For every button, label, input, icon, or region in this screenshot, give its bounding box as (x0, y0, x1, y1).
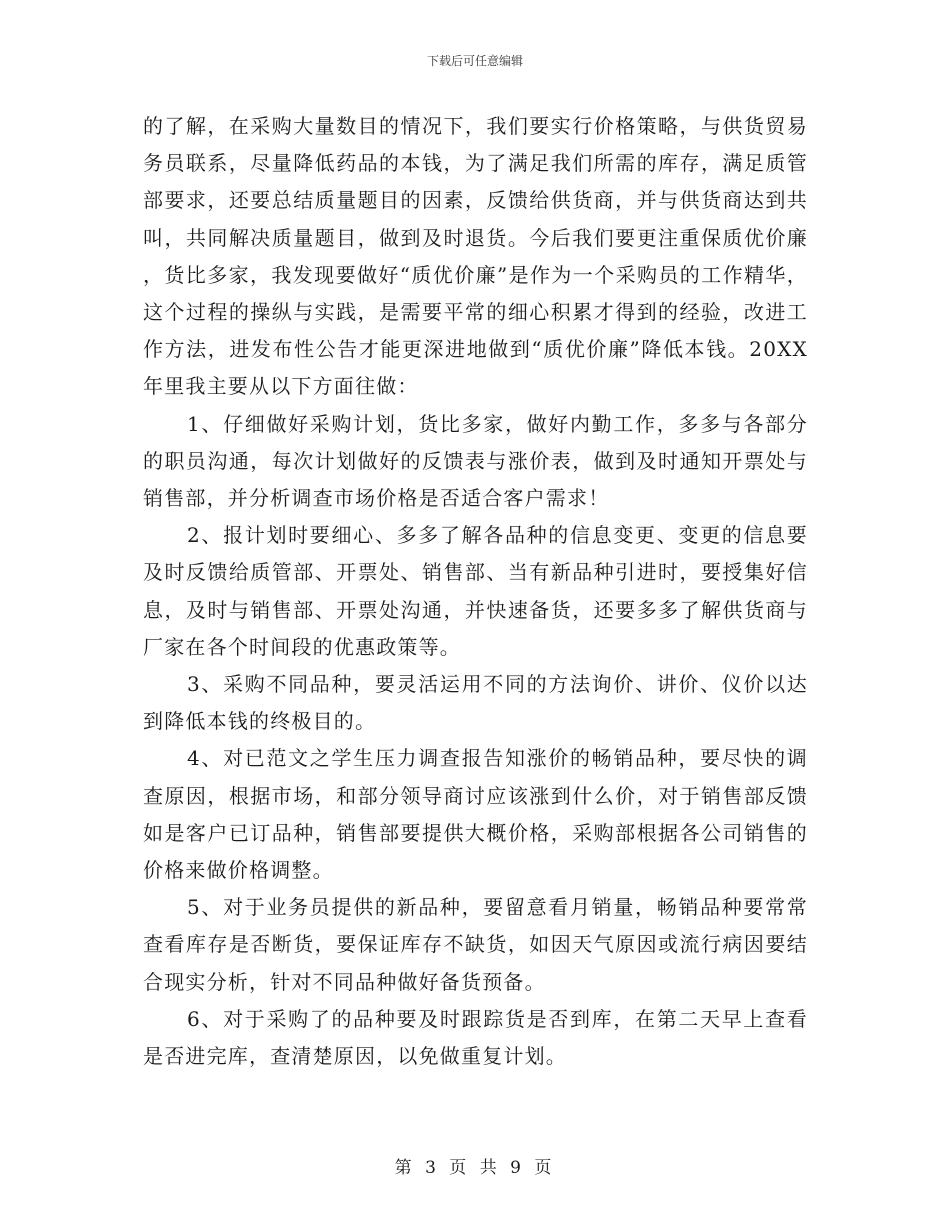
paragraph-item-2: 2、报计划时要细心、多多了解各品种的信息变更、变更的信息要及时反馈给质管部、开票处、销售部、当有新品种引进时，要授集好信息，及时与销售部、开票处沟通，并快速备货，还要多多了解供货商与厂家在各个时间段的优惠政策等。 (143, 523, 808, 659)
page-number-footer: 第 3 页 共 9 页 (394, 1158, 556, 1178)
document-body (143, 108, 808, 1075)
paragraph-item-6: 6、对于采购了的品种要及时跟踪货是否到库，在第二天早上查看是否进完库，查清楚原因，以免做重复计划。 (143, 1006, 808, 1069)
paragraph-item-5: 5、对于业务员提供的新品种，要留意看月销量，畅销品种要常常查看库存是否断货，要保证库存不缺货，如因天气原因或流行病因要结合现实分析，针对不同品种做好备货预备。 (143, 895, 808, 994)
paragraph-item-3: 3、采购不同品种，要灵活运用不同的方法询价、讲价、仪价以达到降低本钱的终极目的。 (143, 672, 808, 734)
paragraph-item-1: 1、仔细做好采购计划，货比多家，做好内勤工作，多多与各部分的职员沟通，每次计划做好的反馈表与涨价表，做到及时通知开票处与销售部，并分析调查市场价格是否适合客户需求！ (143, 411, 808, 511)
paragraph-intro: 的了解，在采购大量数目的情况下，我们要实行价格策略，与供货贸易务员联系，尽量降低药品的本钱，为了满足我们所需的库存，满足质管部要求，还要总结质量题目的因素，反馈给供货商，并与供货商达到共叫，共同解决质量题目，做到及时退货。今后我们要更注重保质优价廉 ，货比多家，我发现要做好“质优价廉”是作为一个采购员的工作精华，这个过程的操纵与实践，是需要平常的细心积累才得到的经验，改进工作方法，进发布性公告才能更深进地做到“质优价廉”降低本钱。20XX 年里我主要从以下方面往做： (143, 114, 808, 399)
header-note: 下载后可任意编辑 (426, 54, 523, 68)
paragraph-item-4: 4、对已范文之学生压力调查报告知涨价的畅销品种，要尽快的调查原因，根据市场，和部分领导商讨应该涨到什么价，对于销售部反馈如是客户已订品种，销售部要提供大概价格，采购部根据各公司销售的价格来做价格调整。 (143, 746, 808, 883)
